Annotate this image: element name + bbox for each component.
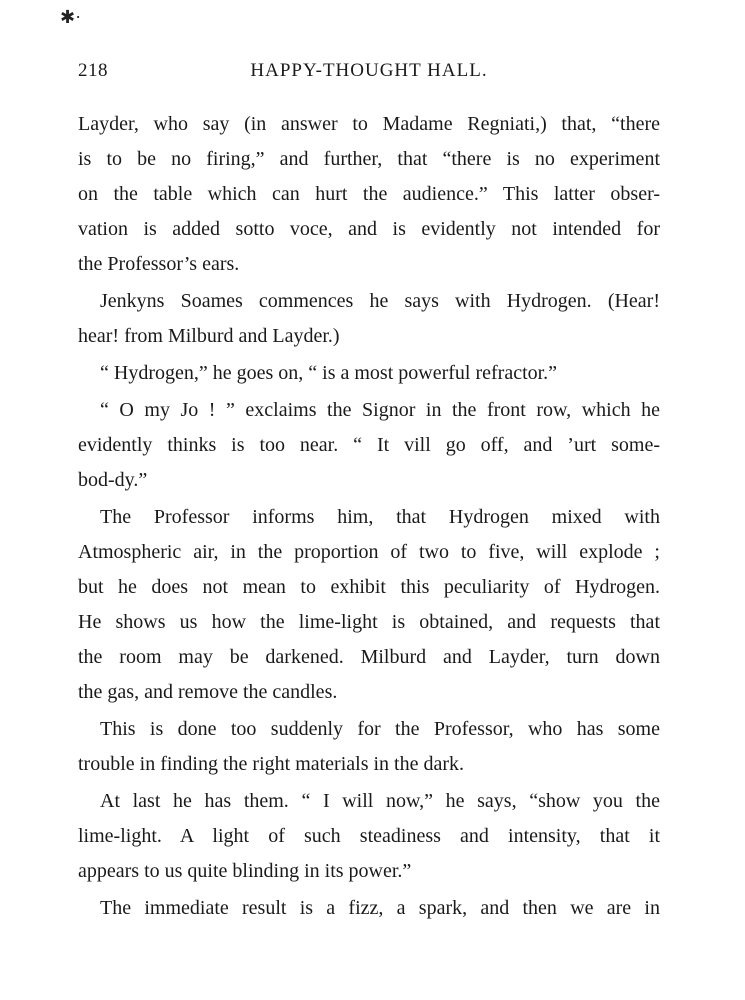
- printer-mark-icon: ✱·: [60, 7, 82, 27]
- text-line: Atmospheric air, in the proportion of two to five, will explode ;: [78, 541, 660, 563]
- text-line: Jenkyns Soames commences he says with Hydrogen. (Hear!: [100, 290, 660, 312]
- text-line: bod-dy.”: [78, 469, 148, 491]
- text-line: “ O my Jo ! ” exclaims the Signor in the front row, which he: [100, 399, 660, 421]
- text-line: The Professor informs him, that Hydrogen mixed with: [100, 506, 660, 528]
- text-line: on the table which can hurt the audience.” This latter obser-: [78, 183, 660, 205]
- text-line: hear! from Milburd and Layder.): [78, 325, 340, 347]
- text-line: At last he has them. “ I will now,” he says, “show you the: [100, 790, 660, 812]
- text-line: He shows us how the lime-light is obtained, and requests that: [78, 611, 660, 633]
- text-line: evidently thinks is too near. “ It vill go off, and ’urt some-: [78, 434, 660, 456]
- text-line: is to be no firing,” and further, that “there is no experiment: [78, 148, 660, 170]
- text-line: The immediate result is a fizz, a spark, and then we are in: [100, 897, 660, 919]
- body-text: [78, 107, 660, 926]
- text-line: the Professor’s ears.: [78, 253, 240, 275]
- text-line: the gas, and remove the candles.: [78, 681, 338, 703]
- text-line: Layder, who say (in answer to Madame Regniati,) that, “there: [78, 113, 660, 135]
- text-line: “ Hydrogen,” he goes on, “ is a most powerful refractor.”: [100, 362, 558, 384]
- text-line: lime-light. A light of such steadiness and intensity, that it: [78, 825, 660, 847]
- text-line: the room may be darkened. Milburd and Layder, turn down: [78, 646, 660, 668]
- running-head: HAPPY-THOUGHT HALL.: [250, 60, 488, 81]
- text-line: but he does not mean to exhibit this peculiarity of Hydrogen.: [78, 576, 660, 598]
- text-line: trouble in finding the right materials in the dark.: [78, 753, 465, 775]
- page-number: 218: [78, 60, 108, 81]
- text-line: This is done too suddenly for the Professor, who has some: [100, 718, 660, 740]
- page-header: [78, 60, 660, 90]
- text-line: appears to us quite blinding in its power.”: [78, 860, 412, 882]
- text-line: vation is added sotto voce, and is evidently not intended for: [78, 218, 660, 240]
